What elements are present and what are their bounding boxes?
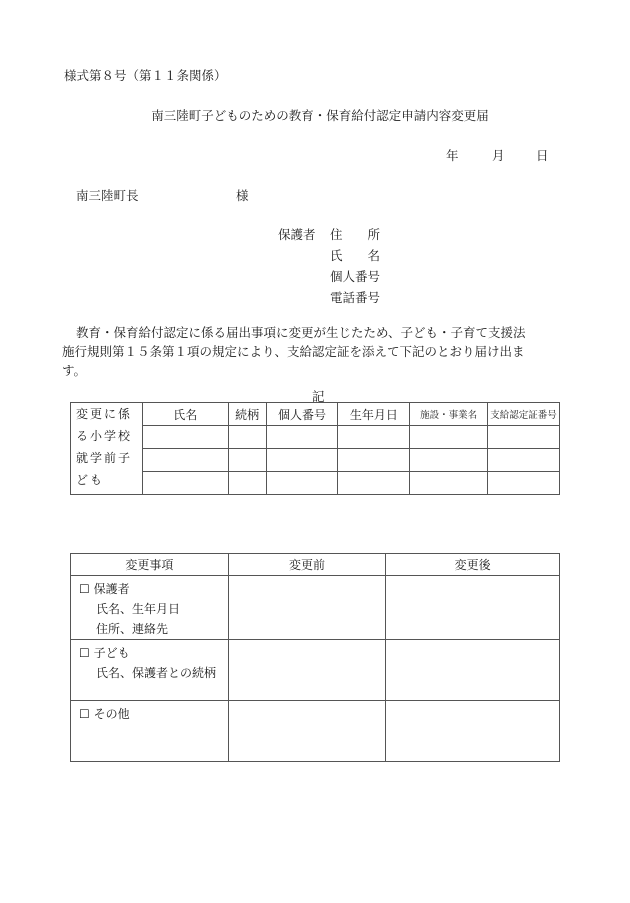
child-birthdate-cell[interactable] (338, 426, 410, 449)
child-facility-cell[interactable] (410, 449, 488, 472)
header-name: 氏名 (142, 403, 228, 426)
ki-heading: 記 (312, 389, 325, 404)
body-line-1: 教育・保育給付認定に係る届出事項に変更が生じたため、子ども・子育て支援法 (76, 325, 526, 340)
row-label-line: る小学校 (76, 429, 133, 443)
guardian-label: 保護者 (278, 227, 316, 242)
guardian-field-id-number: 個人番号 (330, 269, 381, 284)
guardian-field-phone: 電話番号 (330, 290, 381, 305)
before-cell[interactable] (228, 576, 386, 640)
changes-table (70, 553, 560, 762)
child-facility-cell[interactable] (410, 472, 488, 495)
header-id-number: 個人番号 (266, 403, 338, 426)
child-birthdate-cell[interactable] (338, 472, 410, 495)
table-row (71, 472, 560, 495)
header-before: 変更前 (228, 554, 386, 576)
guardian-field-address: 住 所 (330, 227, 381, 242)
table-row (71, 449, 560, 472)
header-change-item: 変更事項 (71, 554, 229, 576)
body-paragraph (62, 323, 582, 380)
after-cell[interactable] (386, 576, 560, 640)
date-day-label: 日 (536, 148, 549, 163)
after-cell[interactable] (386, 640, 560, 701)
children-table (70, 402, 560, 495)
child-relationship-cell[interactable] (228, 472, 266, 495)
child-id-cell[interactable] (266, 426, 338, 449)
child-certificate-cell[interactable] (488, 472, 560, 495)
header-after: 変更後 (386, 554, 560, 576)
addressee-honorific: 様 (236, 188, 249, 203)
change-item-guardian (71, 576, 229, 640)
header-relationship: 続柄 (228, 403, 266, 426)
row-label-line: ども (76, 473, 105, 487)
change-item-title: 子ども (93, 646, 130, 660)
child-name-cell[interactable] (142, 426, 228, 449)
child-relationship-cell[interactable] (228, 426, 266, 449)
change-item-other (71, 701, 229, 762)
child-relationship-cell[interactable] (228, 449, 266, 472)
change-item-detail: 氏名、生年月日 (96, 602, 181, 616)
change-item-detail: 住所、連絡先 (96, 622, 169, 636)
body-line-2: 施行規則第１５条第１項の規定により、支給認定証を添えて下記のとおり届け出ま (62, 344, 525, 359)
header-facility: 施設・事業名 (410, 403, 488, 426)
row-label-line: 就学前子 (76, 451, 133, 465)
form-code: 様式第８号（第１１条関係） (64, 68, 227, 83)
table-row (71, 701, 560, 762)
child-facility-cell[interactable] (410, 426, 488, 449)
change-item-child (71, 640, 229, 701)
child-name-cell[interactable] (142, 472, 228, 495)
header-certificate-number: 支給認定証番号 (488, 403, 560, 426)
child-id-cell[interactable] (266, 449, 338, 472)
child-name-cell[interactable] (142, 449, 228, 472)
child-certificate-cell[interactable] (488, 426, 560, 449)
child-certificate-cell[interactable] (488, 449, 560, 472)
table-row (71, 640, 560, 701)
change-item-title: その他 (93, 707, 130, 721)
checkbox-other[interactable]: ☐ (79, 707, 90, 721)
guardian-field-name: 氏 名 (330, 248, 381, 263)
table-row (71, 426, 560, 449)
before-cell[interactable] (228, 701, 386, 762)
change-item-title: 保護者 (93, 582, 130, 596)
after-cell[interactable] (386, 701, 560, 762)
table-row (71, 576, 560, 640)
addressee-name: 南三陸町長 (76, 188, 139, 203)
row-label-line: 変更に係 (76, 407, 133, 421)
change-item-detail: 氏名、保護者との続柄 (96, 666, 217, 680)
child-id-cell[interactable] (266, 472, 338, 495)
checkbox-guardian[interactable]: ☐ (79, 582, 90, 596)
before-cell[interactable] (228, 640, 386, 701)
date-year-label: 年 (446, 148, 459, 163)
child-birthdate-cell[interactable] (338, 449, 410, 472)
body-line-3: す。 (62, 363, 87, 378)
date-line (446, 146, 549, 164)
header-birthdate: 生年月日 (338, 403, 410, 426)
checkbox-child[interactable]: ☐ (79, 646, 90, 660)
document-title: 南三陸町子どものための教育・保育給付認定申請内容変更届 (151, 108, 489, 123)
children-row-label (71, 403, 143, 495)
date-month-label: 月 (492, 148, 505, 163)
